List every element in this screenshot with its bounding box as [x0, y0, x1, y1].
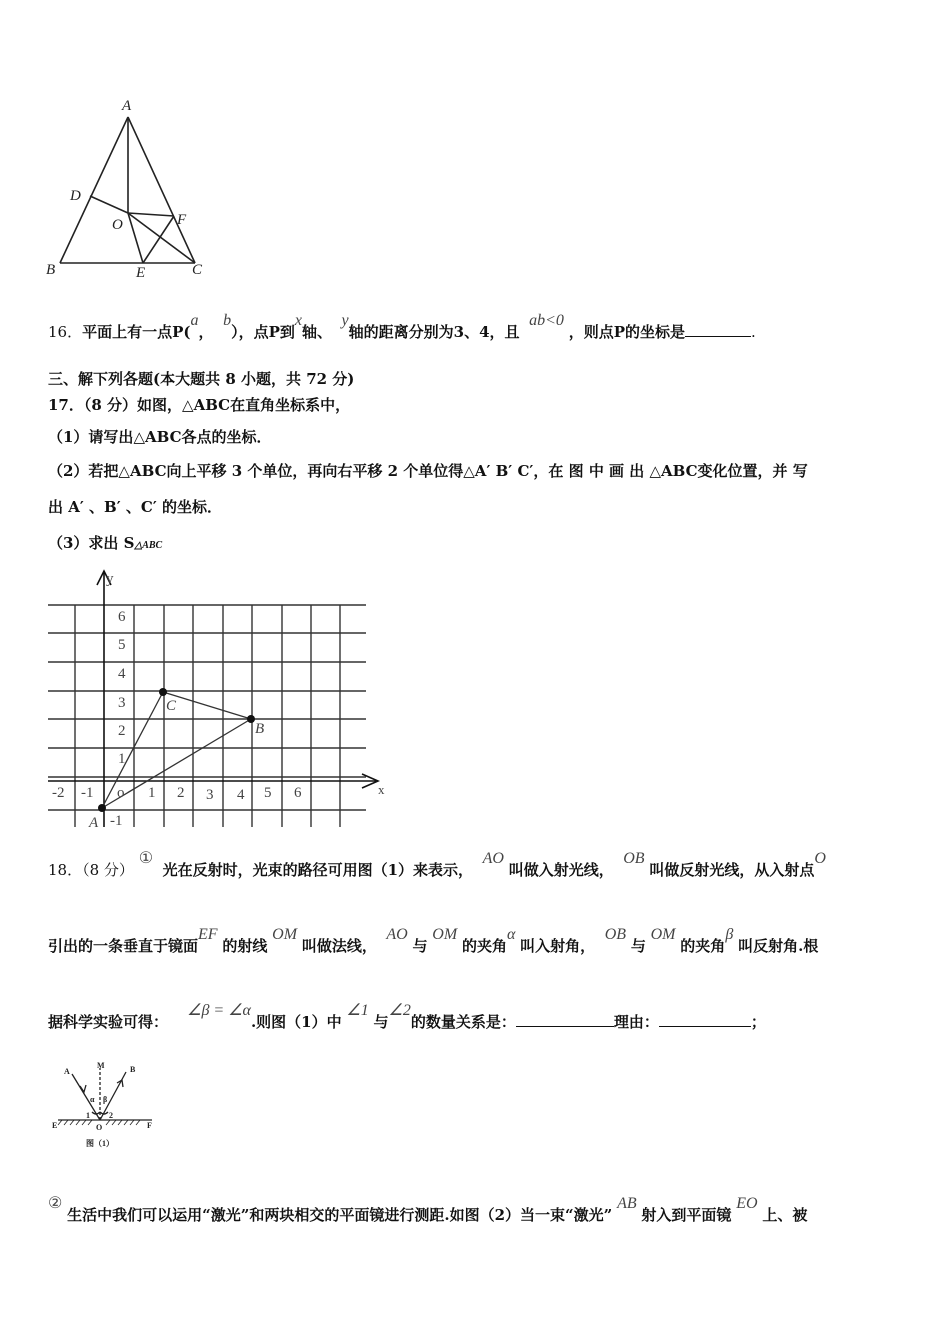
y-axis-label: y: [106, 571, 114, 587]
y-tick-1: 1: [118, 751, 126, 767]
x-tick-neg1: -1: [81, 785, 94, 801]
y-tick-3: 3: [118, 695, 126, 711]
point-a: [98, 804, 106, 812]
y-tick-6: 6: [118, 609, 126, 625]
point-c: [159, 688, 167, 696]
x-tick-3: 3: [206, 787, 214, 803]
section-3-heading: 三、解下列各题(本大题共 8 小题，共 72 分): [48, 370, 355, 388]
q17-line3: （2）若把△ABC向上平移 3 个单位，再向右平移 2 个单位得△A′ B′ C′，在 图 中 画 出 △ABC变化位置，并 写: [48, 462, 808, 480]
x-tick-5: 5: [264, 785, 272, 801]
y-tick-5: 5: [118, 637, 126, 653]
q17-line2: （1）请写出△ABC各点的坐标．: [48, 428, 272, 446]
mirror-label-2: 2: [109, 1111, 113, 1120]
segment-oe: [128, 213, 143, 263]
q16-number: 16．: [48, 323, 83, 341]
mirror-label-e: E: [52, 1121, 58, 1130]
triangle-figure: [40, 95, 220, 285]
mirror-label-o: O: [96, 1123, 103, 1132]
segment-of: [128, 213, 174, 216]
mirror-label-b: B: [130, 1065, 136, 1074]
question-16: 16．平面上有一点P(a， b），点P到x轴、 y轴的距离分别为3、4，且 ab<0 ，则点P的坐标是 .: [48, 312, 756, 341]
x-tick-2: 2: [177, 785, 185, 801]
mirror-label-beta: β: [103, 1095, 108, 1104]
q18-line4: ② 生活中我们可以运用“激光”和两块相交的平面镜进行测距.如图（2）当一束“激光” AB 射入到平面镜 EO 上、被: [48, 1195, 808, 1224]
q18-number: 18．（8 分）: [48, 861, 134, 879]
mirror-label-1: 1: [86, 1111, 90, 1120]
q18-line1: 18．（8 分） ① 光在反射时，光束的路径可用图（1）来表示， AO 叫做入射光线， OB 叫做反射光线，从入射点O: [48, 850, 826, 879]
q18-line3: 据科学实验可得： ∠β = ∠α.则图（1）中 ∠1 与∠2的数量关系是： 理由： ；: [48, 1002, 766, 1031]
incident-arrow: [80, 1085, 86, 1092]
label-point-b: B: [255, 721, 265, 737]
label-f: F: [177, 212, 187, 228]
mirror-reflection-figure: [44, 1060, 164, 1160]
y-tick-neg1: -1: [110, 813, 123, 829]
x-tick-neg2: -2: [52, 785, 65, 801]
coordinate-grid-figure: [44, 565, 394, 835]
q18-relation-blank[interactable]: [516, 1012, 614, 1027]
q17-line5: （3）求出 S△ABC: [48, 534, 163, 552]
label-point-c: C: [166, 698, 177, 714]
mirror-label-m: M: [97, 1061, 105, 1070]
q18-reason-blank[interactable]: [659, 1012, 751, 1027]
label-point-a: A: [89, 815, 99, 831]
x-tick-origin: o: [117, 785, 125, 801]
segment-do: [90, 196, 128, 213]
x-tick-6: 6: [294, 785, 302, 801]
y-tick-4: 4: [118, 666, 126, 682]
label-d: D: [70, 188, 81, 204]
y-tick-2: 2: [118, 723, 126, 739]
x-axis-label: x: [378, 782, 385, 797]
side-ac: [128, 117, 195, 263]
label-e: E: [136, 265, 146, 281]
label-o: O: [112, 217, 123, 233]
x-tick-4: 4: [237, 787, 245, 803]
mirror-label-f: F: [147, 1121, 152, 1130]
q16-answer-blank[interactable]: [685, 322, 751, 337]
label-b: B: [46, 262, 56, 278]
point-b: [247, 715, 255, 723]
segment-ef: [143, 216, 174, 263]
q17-line4: 出 A′ 、B′ 、C′ 的坐标．: [48, 498, 223, 516]
q18-line2: 引出的一条垂直于镜面EF 的射线 OM 叫做法线， AO 与 OM 的夹角α 叫入射角， OB 与 OM 的夹角β 叫反射角.根: [48, 926, 819, 955]
label-c: C: [192, 262, 203, 278]
label-a: A: [122, 98, 132, 114]
mirror-label-alpha: α: [90, 1095, 95, 1104]
q17-line1: 17．（8 分）如图，△ABC在直角坐标系中，: [48, 396, 351, 414]
x-tick-1: 1: [148, 785, 156, 801]
mirror-caption: 图（1）: [86, 1139, 114, 1148]
mirror-label-a: A: [64, 1067, 70, 1076]
